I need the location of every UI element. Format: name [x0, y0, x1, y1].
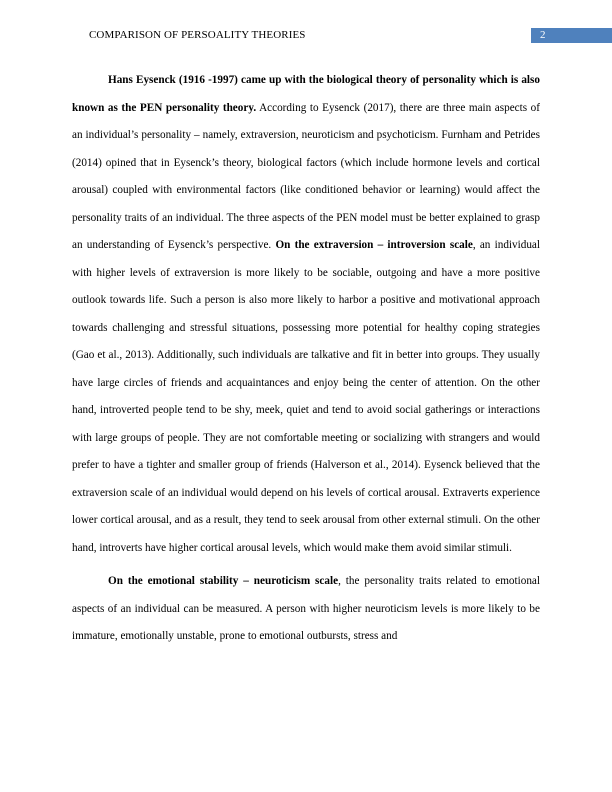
bold-intro-sentence: Hans Eysenck (1916 -1997) came up with the biological theory of personality which is also known as the PEN personality theory. — [72, 74, 540, 114]
page-header — [0, 28, 612, 44]
body-text-segment: , the personality traits related to emotional aspects of an individual can be measured. A person with higher neuroticism levels is more likely to be immature, emotionally unstable, prone to emotional outbursts, stress and — [72, 575, 540, 642]
bold-neuroticism-heading: On the emotional stability – neuroticism scale — [108, 575, 339, 587]
paragraph-neuroticism — [72, 568, 540, 651]
body-text-segment: According to Eysenck (2017), there are three main aspects of an individual’s personality – namely, extraversion, neuroticism and psychoticism. Furnham and Petrides (2014) opined that in Eysenck’s theory, biological factors (which include hormone levels and cortical arousal) coupled with environmental factors (like conditioned behavior or learning) would affect the personality traits of an individual. The three aspects of the PEN model must be better explained to grasp an understanding of Eysenck’s perspective. — [72, 101, 540, 251]
bold-extraversion-heading: On the extraversion – introversion scale — [275, 239, 473, 251]
document-body — [72, 67, 540, 651]
body-text-segment: , an individual with higher levels of extraversion is more likely to be sociable, outgoing and have a more positive outlook towards life. Such a person is also more likely to harbor a positive and motivational approach towards challenging and stressful situations, possessing more potential for healthy coping strategies (Gao et al., 2013). Additionally, such individuals are talkative and fit in better into groups. They usually have large circles of friends and acquaintances and enjoy being the center of attention. On the other hand, introverted people tend to be shy, meek, quiet and tend to avoid social gatherings or interactions with large groups of people. They are not comfortable meeting or socializing with strangers and would prefer to have a tighter and smaller group of friends (Halverson et al., 2014). Eysenck believed that the extraversion scale of an individual would depend on his levels of cortical arousal. Extraverts experience lower cortical arousal, and as a result, they tend to seek arousal from other external stimuli. On the other hand, introverts have higher cortical arousal levels, which would make them avoid similar stimuli. — [72, 239, 540, 554]
running-head: COMPARISON OF PERSOALITY THEORIES — [89, 29, 306, 41]
page-number-box — [531, 28, 612, 43]
page-number: 2 — [540, 29, 546, 41]
paragraph-eysenck-intro — [72, 67, 540, 562]
